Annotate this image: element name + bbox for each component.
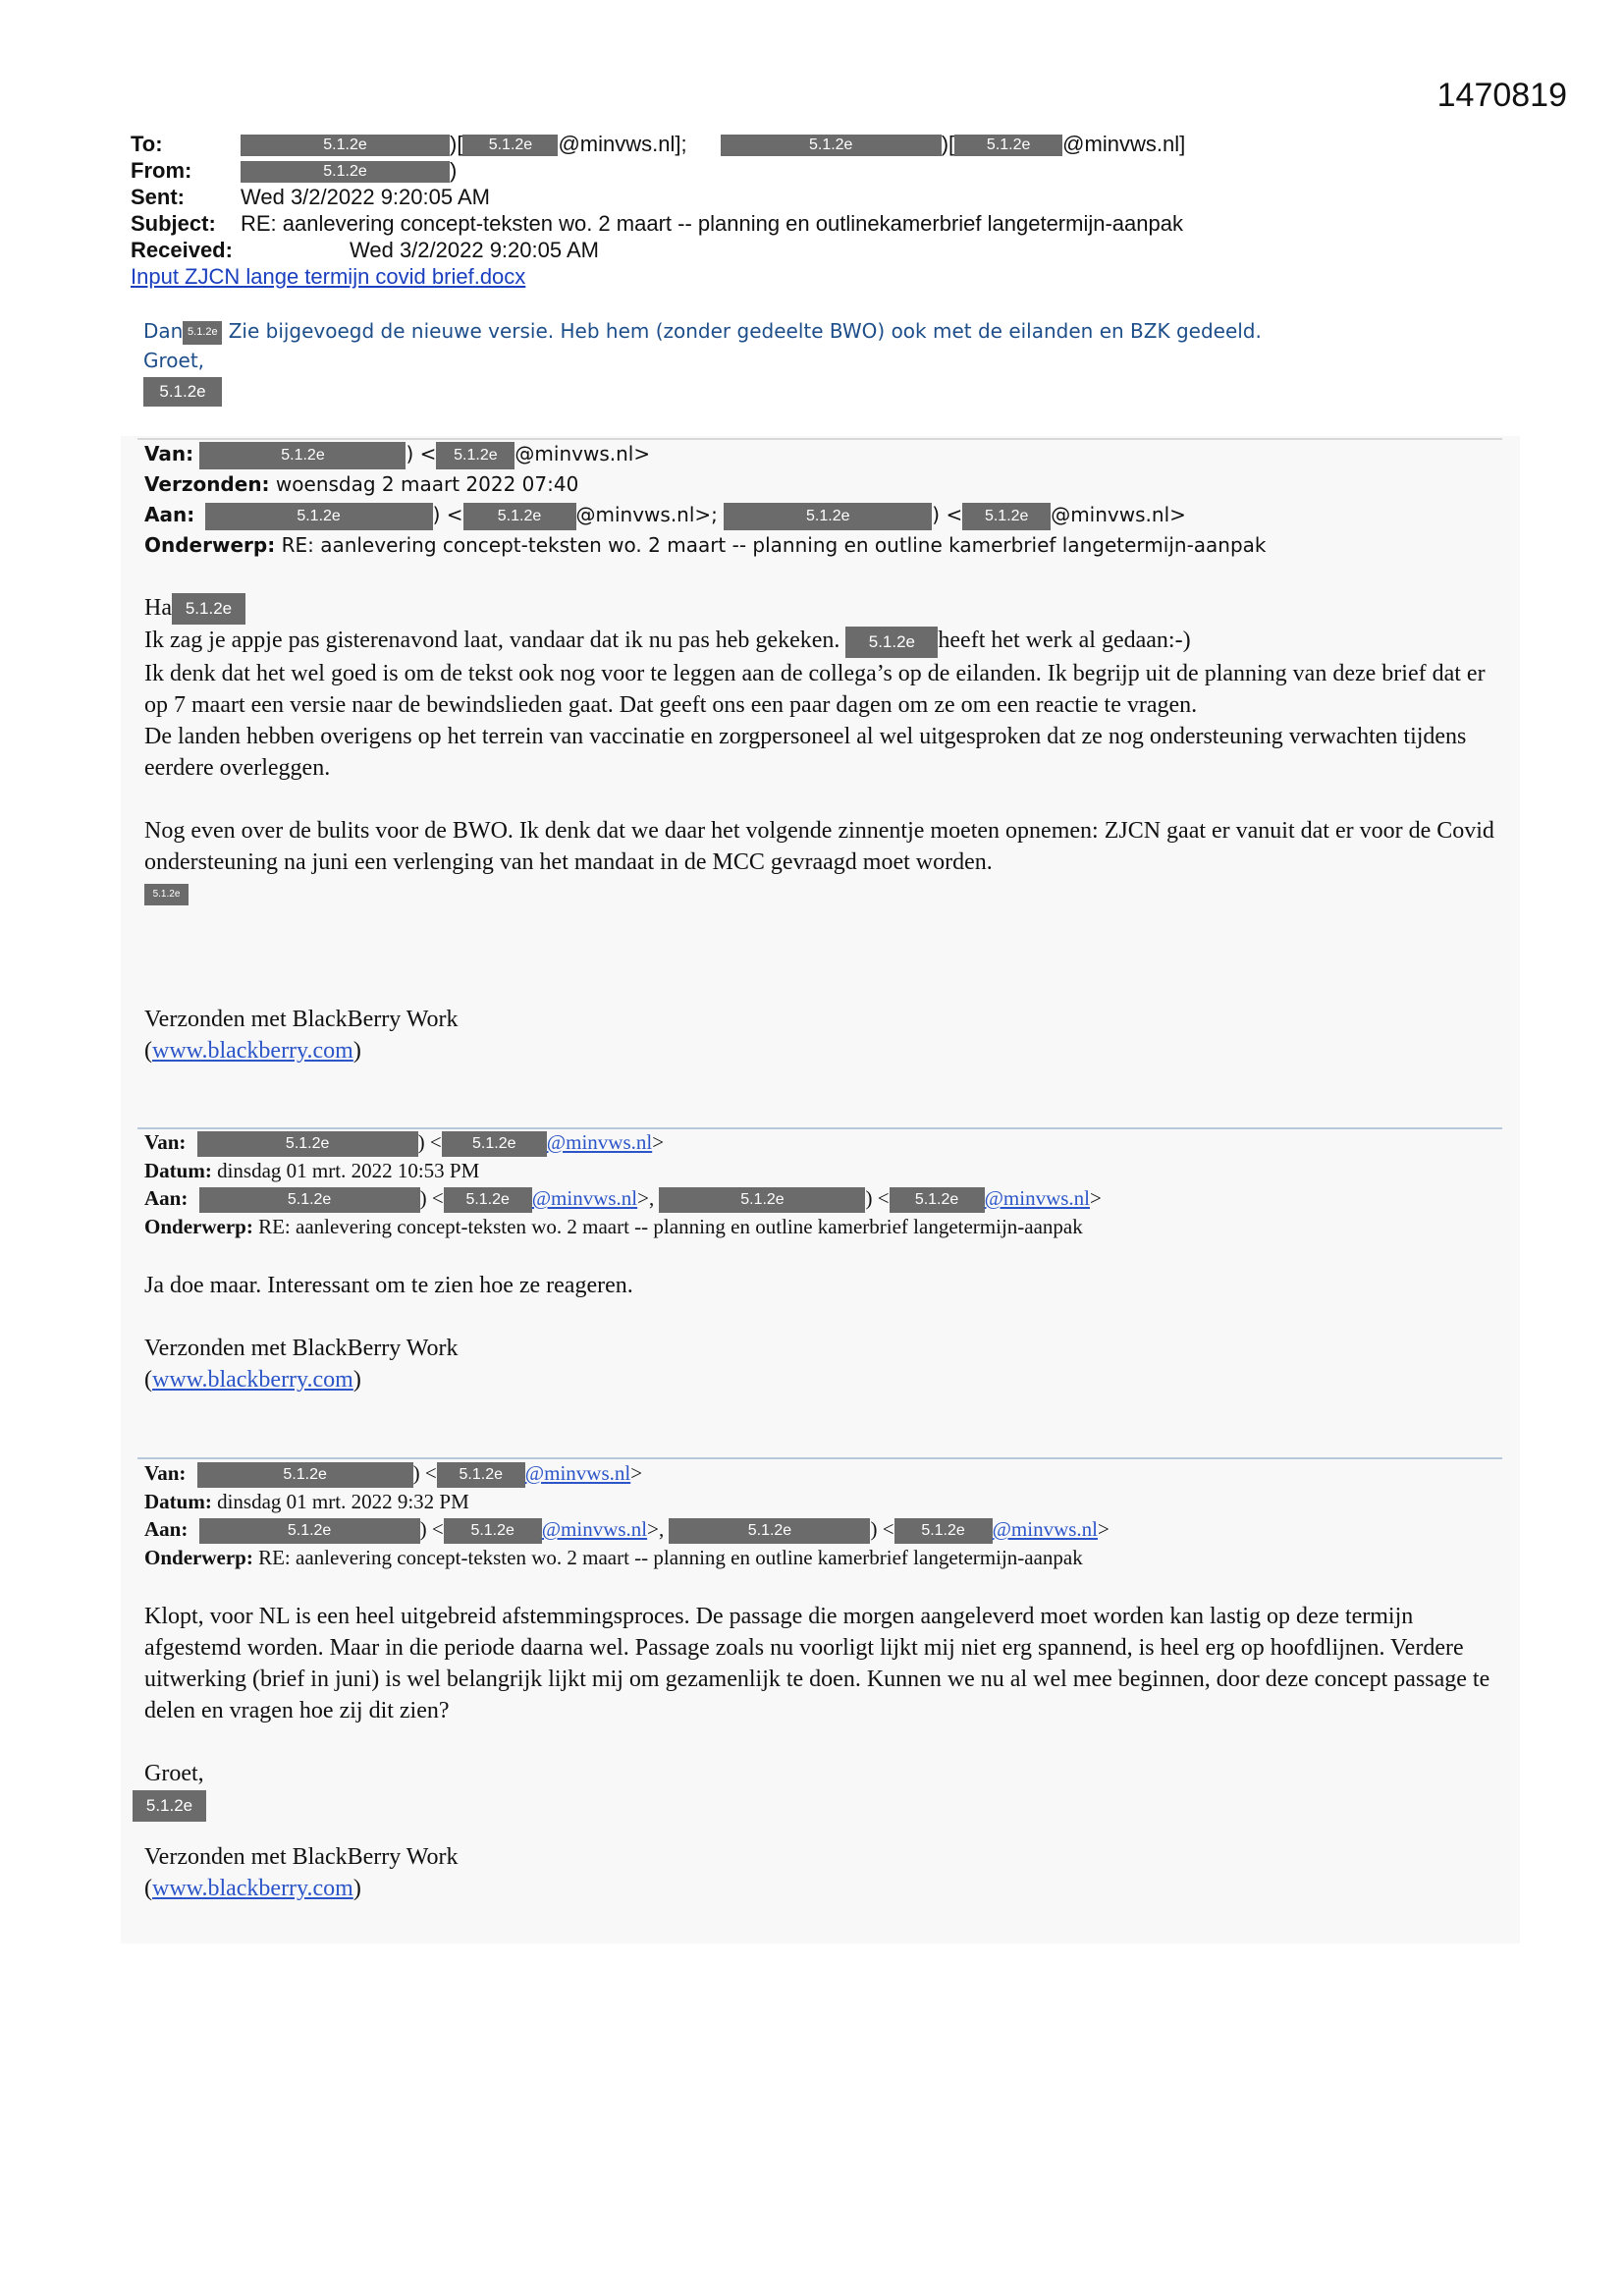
to-row: To: 5.1.2e )[ 5.1.2e @minvws.nl]; 5.1.2e )[ 5.1.2e @minvws.nl] (131, 132, 1186, 156)
redaction: 5.1.2e (721, 135, 942, 156)
email-suffix: @minvws.nl>; (575, 503, 718, 526)
aan-label: Aan: (144, 503, 195, 526)
redaction: 5.1.2e (197, 1131, 418, 1157)
redaction: 5.1.2e (144, 884, 189, 905)
onderwerp-value: RE: aanlevering concept-teksten wo. 2 maart -- planning en outline kamerbrief langetermijn-aanpak (258, 1215, 1083, 1239)
redaction: 5.1.2e (669, 1518, 870, 1544)
msg1-p3: De landen hebben overigens op het terrein van vaccinatie en zorgpersoneel al wel uitgesproken dat ze nog ondersteuning verwachten tijdens eerdere overleggen. (144, 723, 1467, 781)
redaction: 5.1.2e (890, 1187, 985, 1213)
sent-value: Wed 3/2/2022 9:20:05 AM (241, 185, 490, 209)
to-email-suffix: @minvws.nl] (1062, 132, 1186, 156)
verzonden-label: Verzonden: (144, 472, 270, 496)
attachment-link[interactable]: Input ZJCN lange termijn covid brief.docx (131, 264, 526, 289)
redaction: 5.1.2e (894, 1518, 993, 1544)
msg1-header: Van: 5.1.2e ) < 5.1.2e @minvws.nl> Verzonden: woensdag 2 maart 2022 07:40 Aan: 5.1.2e ) < 5.1.2e @minvws.nl>; 5.1.2e ) < 5.1.2e @minvws.nl> Onderwerp: RE: aanlevering concept-teksten wo. 2 maart -- planning en outline kamerbrief langetermijn-aanpak (144, 442, 1267, 557)
redaction: 5.1.2e (183, 321, 222, 345)
to-email-suffix: @minvws.nl]; (558, 132, 687, 156)
redaction: 5.1.2e (845, 627, 938, 658)
verzonden-value: woensdag 2 maart 2022 07:40 (275, 472, 579, 496)
msg2-text: Ja doe maar. Interessant om te zien hoe ze reageren. (144, 1273, 633, 1298)
reply-body (143, 316, 1518, 407)
subject-value: RE: aanlevering concept-teksten wo. 2 maart -- planning en outlinekamerbrief langetermijn-aanpak (241, 211, 1183, 236)
msg1-p1b: heeft het werk al gedaan:-) (938, 628, 1191, 654)
to-label: To: (131, 132, 163, 156)
redaction: 5.1.2e (436, 442, 514, 469)
sent-label: Sent: (131, 185, 185, 209)
msg2-header: Van: 5.1.2e ) < 5.1.2e @minvws.nl> Datum: dinsdag 01 mrt. 2022 10:53 PM Aan: 5.1.2e ) < 5.1.2e @minvws.nl>, 5.1.2e ) < 5.1.2e @minvws.nl> Onderwerp: RE: aanlevering concept-teksten wo. 2 maart -- planning en outline kamerbrief langetermijn-aanpak (144, 1130, 1102, 1239)
msg3-closing: Groet, (144, 1761, 204, 1786)
redaction: 5.1.2e (205, 503, 433, 530)
msg1-p2: Ik denk dat het wel goed is om de tekst ook nog voor te leggen aan de collega’s op de eilanden. Ik begrijp uit de planning van deze brief dat er op 7 maart een versie naar de bewindslieden gaat. Dat geeft ons een paar dagen om ze om een reactie te vragen. (144, 660, 1486, 718)
blackberry-link[interactable]: www.blackberry.com (152, 1367, 353, 1393)
redaction: 5.1.2e (442, 1131, 547, 1157)
redaction: 5.1.2e (241, 161, 450, 183)
onderwerp-value: RE: aanlevering concept-teksten wo. 2 maart -- planning en outline kamerbrief langetermijn-aanpak (258, 1546, 1083, 1570)
redaction: 5.1.2e (462, 135, 558, 156)
document-id: 1470819 (1436, 77, 1567, 114)
van-label: Van: (144, 1130, 187, 1154)
aan-label: Aan: (144, 1186, 189, 1211)
email-link[interactable]: @minvws.nl (531, 1186, 638, 1211)
redaction: 5.1.2e (199, 442, 406, 469)
redaction: 5.1.2e (172, 593, 245, 625)
subject-label: Subject: (131, 211, 216, 236)
redaction: 5.1.2e (241, 135, 450, 156)
received-label: Received: (131, 238, 233, 262)
msg2-body: Ja doe maar. Interessant om te zien hoe ze reageren. Verzonden met BlackBerry Work (www.blackberry.com) (144, 1270, 1499, 1395)
redaction: 5.1.2e (954, 135, 1062, 156)
reply-closing: Groet, (143, 349, 205, 372)
msg1-body (144, 592, 1499, 909)
redaction: 5.1.2e (199, 1187, 420, 1213)
redaction: 5.1.2e (197, 1462, 413, 1488)
datum-value: dinsdag 01 mrt. 2022 10:53 PM (217, 1159, 480, 1183)
redaction: 5.1.2e (463, 503, 576, 530)
van-label: Van: (144, 1461, 187, 1485)
redaction: 5.1.2e (724, 503, 932, 530)
blackberry-link[interactable]: www.blackberry.com (152, 1038, 353, 1064)
email-link[interactable]: @minvws.nl (541, 1517, 648, 1542)
from-row: From: 5.1.2e ) (131, 158, 458, 183)
email-header (131, 131, 1505, 290)
redaction: 5.1.2e (143, 377, 222, 407)
received-row (131, 237, 1505, 263)
signature-text: Verzonden met BlackBerry Work (144, 1007, 459, 1032)
email-link[interactable]: @minvws.nl (984, 1186, 1090, 1211)
redaction: 5.1.2e (444, 1187, 532, 1213)
signature-text: Verzonden met BlackBerry Work (144, 1336, 459, 1361)
blackberry-link[interactable]: www.blackberry.com (152, 1876, 353, 1902)
onderwerp-label: Onderwerp: (144, 1546, 253, 1570)
aan-label: Aan: (144, 1517, 189, 1542)
redaction: 5.1.2e (199, 1518, 420, 1544)
msg3-header: Van: 5.1.2e ) < 5.1.2e @minvws.nl> Datum: dinsdag 01 mrt. 2022 9:32 PM Aan: 5.1.2e ) < 5.1.2e @minvws.nl>, 5.1.2e ) < 5.1.2e @minvws.nl> Onderwerp: RE: aanlevering concept-teksten wo. 2 maart -- planning en outline kamerbrief langetermijn-aanpak (144, 1461, 1110, 1570)
reply-salutation: Dan (143, 319, 184, 343)
datum-label: Datum: (144, 1490, 212, 1514)
attachment-row (131, 263, 1505, 290)
msg1-p1a: Ik zag je appje pas gisterenavond laat, vandaar dat ik nu pas heb gekeken. (144, 628, 840, 654)
greeting: Ha (144, 595, 172, 621)
redaction: 5.1.2e (444, 1518, 542, 1544)
onderwerp-label: Onderwerp: (144, 533, 276, 557)
subject-row (131, 210, 1505, 237)
onderwerp-value: RE: aanlevering concept-teksten wo. 2 maart -- planning en outline kamerbrief langetermijn-aanpak (281, 533, 1267, 557)
msg3-text: Klopt, voor NL is een heel uitgebreid afstemmingsproces. De passage die morgen aangeleverd moet worden kan lastig op deze termijn afgestemd worden. Maar in die periode daarna wel. Passage zoals nu voorligt lijkt mij niet erg spannend, is heel erg op hoofdlijnen. Verdere uitwerking (brief in juni) is wel belangrijk lijkt mij om gezamenlijk te doen. Kunnen we nu al wel mee beginnen, door deze concept passage te delen en vragen hoe zij dit zien? (144, 1604, 1490, 1723)
received-value: Wed 3/2/2022 9:20:05 AM (350, 238, 599, 262)
email-suffix: @minvws.nl> (1051, 503, 1186, 526)
datum-value: dinsdag 01 mrt. 2022 9:32 PM (217, 1490, 469, 1514)
van-label: Van: (144, 442, 194, 465)
email-suffix: @minvws.nl> (514, 442, 651, 465)
redaction: 5.1.2e (133, 1790, 206, 1822)
datum-label: Datum: (144, 1159, 212, 1183)
signature-text: Verzonden met BlackBerry Work (144, 1844, 459, 1871)
msg1-signature: Verzonden met BlackBerry Work (www.blackberry.com) (144, 1004, 1499, 1066)
sent-row (131, 184, 1505, 210)
msg1-p4: Nog even over de bulits voor de BWO. Ik denk dat we daar het volgende zinnentje moeten opnemen: ZJCN gaat er vanuit dat er voor de Covid ondersteuning na juni een verlenging van het mandaat in de MCC gevraagd moet worden. (144, 817, 1494, 875)
email-link[interactable]: @minvws.nl (992, 1517, 1098, 1542)
redaction: 5.1.2e (962, 503, 1051, 530)
reply-text: Zie bijgevoegd de nieuwe versie. Heb hem (zonder gedeelte BWO) ook met de eilanden en BZK gedeeld. (228, 319, 1262, 343)
msg3-body: Klopt, voor NL is een heel uitgebreid afstemmingsproces. De passage die morgen aangeleverd moet worden kan lastig op deze termijn afgestemd worden. Maar in die periode daarna wel. Passage zoals nu voorligt lijkt mij niet erg spannend, is heel erg op hoofdlijnen. Verdere uitwerking (brief in juni) is wel belangrijk lijkt mij om gezamenlijk te doen. Kunnen we nu al wel mee beginnen, door deze concept passage te delen en vragen hoe zij dit zien? Groet, 5.1.2e Verzonden met BlackBerry Work (www.blackberry.com) (144, 1601, 1499, 1904)
from-label: From: (131, 158, 192, 183)
email-link[interactable]: @minvws.nl (524, 1461, 631, 1485)
redaction: 5.1.2e (437, 1462, 525, 1488)
onderwerp-label: Onderwerp: (144, 1215, 253, 1239)
email-link[interactable]: @minvws.nl (546, 1130, 653, 1154)
redaction: 5.1.2e (659, 1187, 865, 1213)
